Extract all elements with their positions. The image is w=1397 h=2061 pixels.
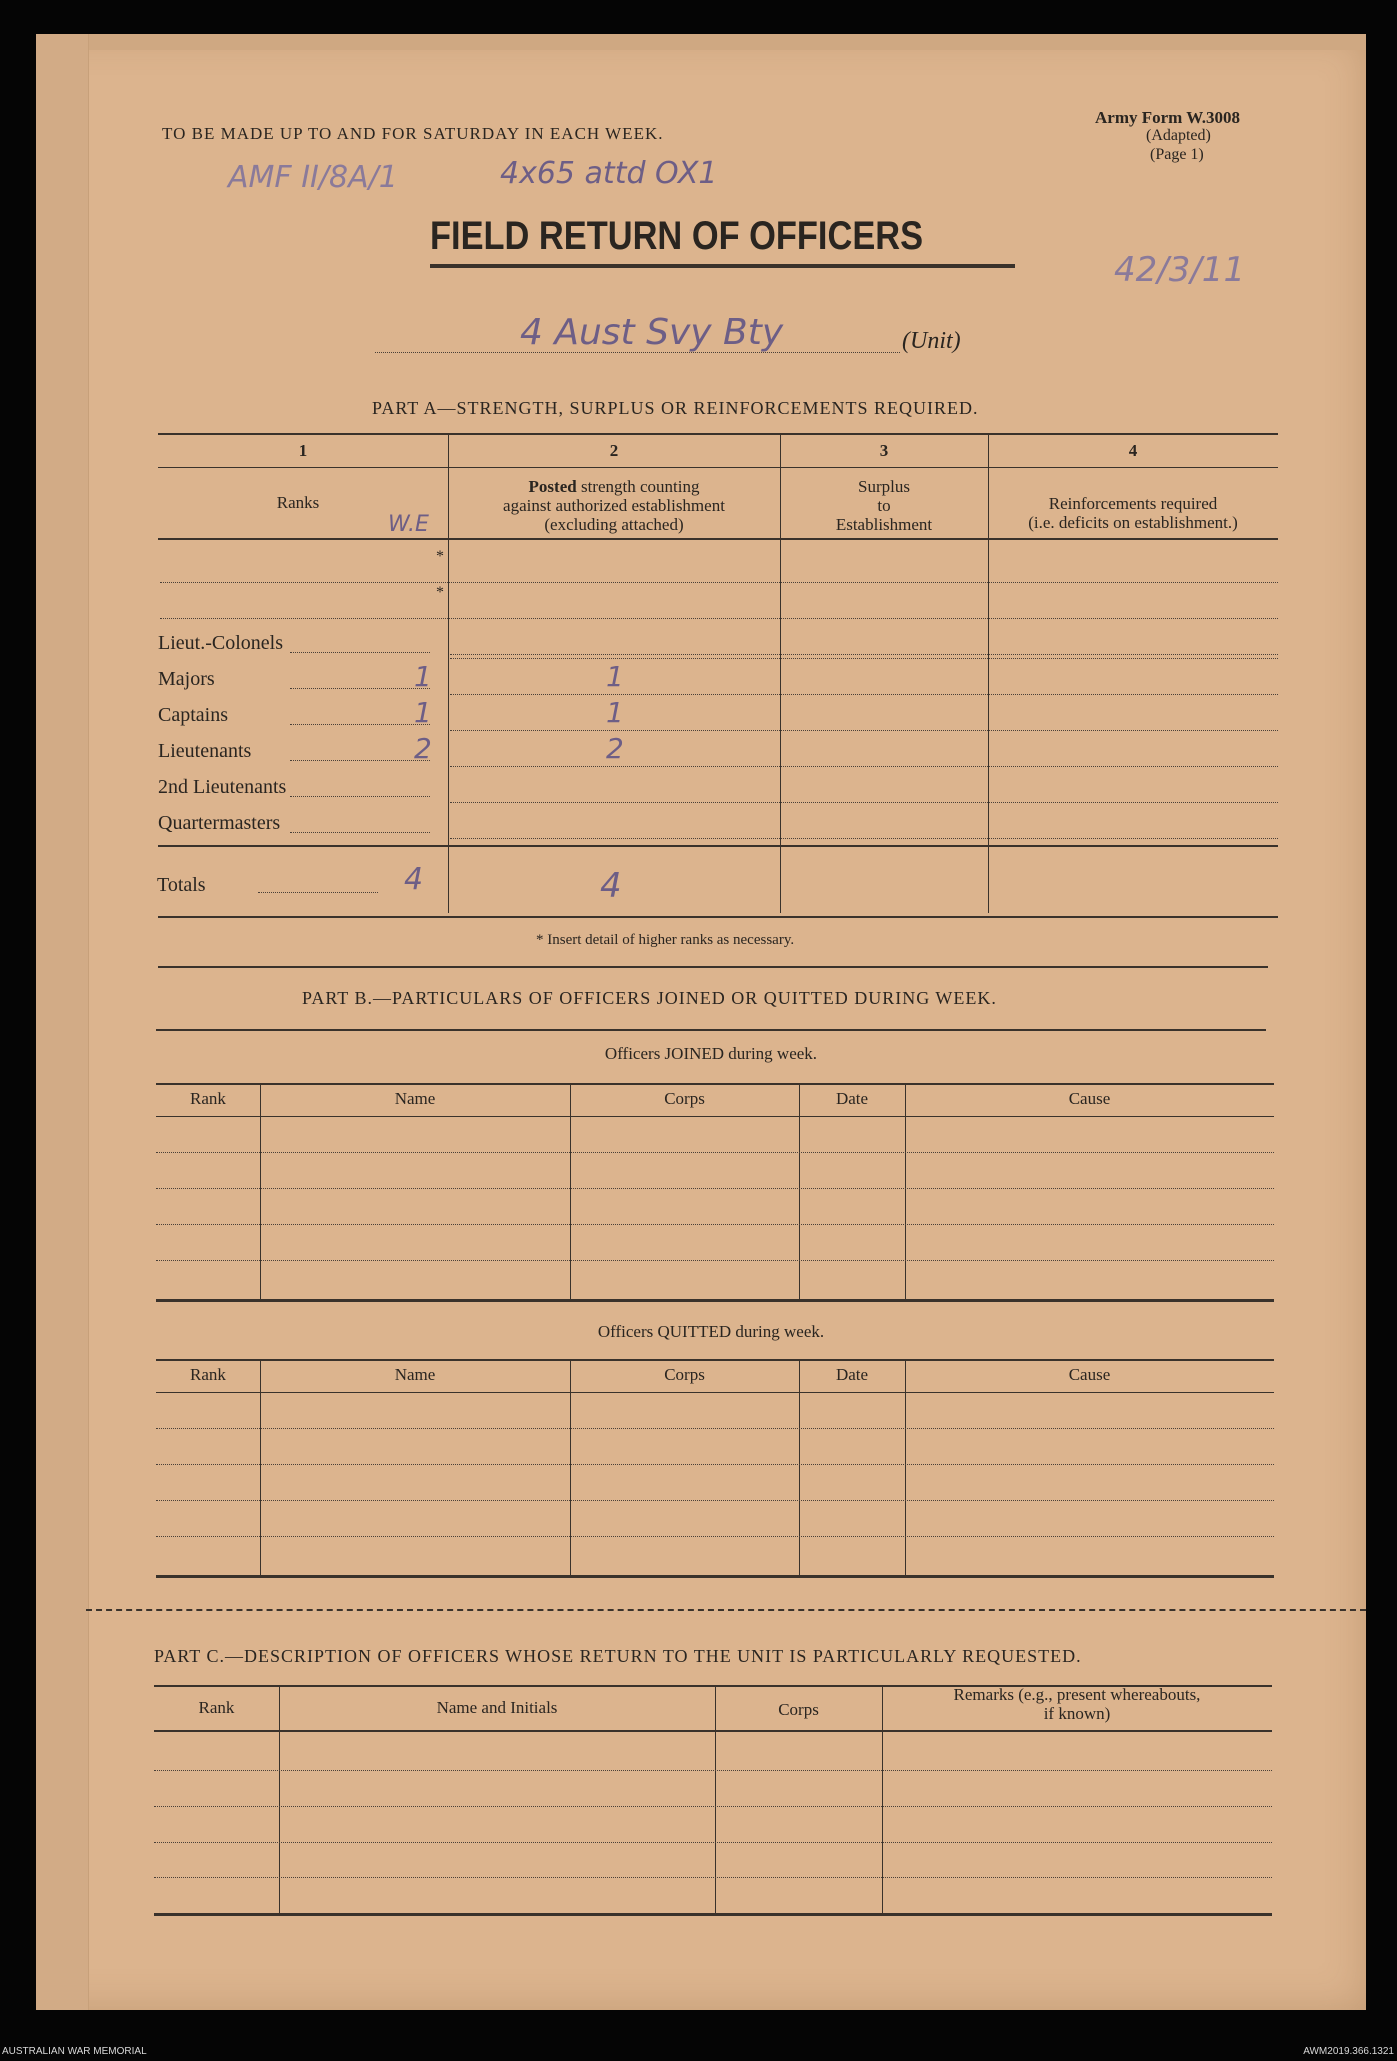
part-c-row xyxy=(154,1842,1272,1843)
asterisk-1: * xyxy=(436,548,444,565)
footer-accession: AWM2019.366.1321 xyxy=(1303,2046,1394,2057)
footer-institution: AUSTRALIAN WAR MEMORIAL xyxy=(2,2046,147,2057)
joined-row xyxy=(156,1152,1274,1153)
posted-rest: strength counting xyxy=(576,477,700,496)
quitted-bottom-rule xyxy=(156,1575,1274,1578)
rank-posted-value: 1 xyxy=(606,660,624,693)
quitted-col-header: Cause xyxy=(1068,1365,1111,1384)
rank-leader-dots xyxy=(290,652,430,653)
part-b-title-rule xyxy=(156,1029,1266,1031)
rank-posted-value: 1 xyxy=(606,696,624,729)
quitted-col-divider xyxy=(799,1359,800,1577)
joined-col-divider xyxy=(260,1083,261,1301)
form-adapted: (Adapted) xyxy=(1146,127,1211,144)
part-c-header-rule xyxy=(154,1730,1272,1732)
surplus-header xyxy=(780,477,988,534)
perforation-line xyxy=(86,1609,1366,1611)
joined-title: Officers JOINED during week. xyxy=(604,1044,818,1063)
quitted-col-divider xyxy=(260,1359,261,1577)
joined-row xyxy=(156,1260,1274,1261)
rank-establishment-value: 1 xyxy=(414,660,432,693)
handwritten-we: W.E xyxy=(388,512,429,537)
part-a-title: PART A—STRENGTH, SURPLUS OR REINFORCEMENTS REQUIRED. xyxy=(372,398,979,418)
col-number-3: 3 xyxy=(879,441,889,460)
rank-row-dotted xyxy=(450,802,1278,803)
surplus-line1: Surplus xyxy=(858,477,910,496)
remarks-line1: Remarks (e.g., present whereabouts, xyxy=(953,1685,1201,1704)
rank-leader-dots xyxy=(290,688,430,689)
quitted-header-rule xyxy=(156,1392,1274,1393)
row-dotted xyxy=(160,582,1278,583)
rank-row-dotted xyxy=(450,730,1278,731)
remarks-line2: if known) xyxy=(1043,1704,1111,1723)
ranks-header: Ranks xyxy=(276,493,320,512)
rank-row-dotted xyxy=(450,658,1278,659)
reinforcements-header xyxy=(988,494,1278,532)
part-a-bottom-rule xyxy=(158,916,1278,918)
part-a-colnum-rule xyxy=(158,467,1278,468)
part-c-name-header: Name and Initials xyxy=(436,1698,558,1717)
title-underline xyxy=(430,264,1015,268)
part-c-corps-header: Corps xyxy=(778,1700,819,1719)
part-c-remarks-header xyxy=(882,1685,1272,1723)
joined-row xyxy=(156,1224,1274,1225)
posted-line3: (excluding attached) xyxy=(544,515,684,534)
col-number-1: 1 xyxy=(298,441,308,460)
surplus-line2: to xyxy=(877,496,891,515)
rank-label: Quartermasters xyxy=(158,812,281,834)
reinf-line2: (i.e. deficits on establishment.) xyxy=(1028,513,1238,532)
handwritten-ref: AMF II/8A/1 xyxy=(228,160,398,195)
quitted-col-header: Rank xyxy=(190,1365,226,1384)
quitted-col-header: Corps xyxy=(664,1365,705,1384)
quitted-col-divider xyxy=(905,1359,906,1577)
rank-establishment-value: 2 xyxy=(414,732,432,765)
handwritten-unit: 4 Aust Svy Bty xyxy=(520,312,784,353)
rank-leader-dots xyxy=(290,724,430,725)
rank-row-dotted xyxy=(450,766,1278,767)
totals-leader xyxy=(258,892,378,893)
totals-posted: 4 xyxy=(600,866,622,906)
handwritten-ref-2: 4x65 attd OX1 xyxy=(500,156,718,191)
row-dotted xyxy=(450,654,1278,655)
rank-leader-dots xyxy=(290,796,430,797)
joined-col-header: Cause xyxy=(1068,1089,1111,1108)
quitted-title: Officers QUITTED during week. xyxy=(597,1322,825,1341)
handwritten-file-number: 42/3/11 xyxy=(1114,250,1246,290)
part-a-top-rule xyxy=(158,433,1278,435)
rank-row-dotted xyxy=(450,694,1278,695)
quitted-row xyxy=(156,1536,1274,1537)
quitted-col-header: Name xyxy=(394,1365,436,1384)
rank-label: Lieutenants xyxy=(158,740,252,762)
joined-bottom-rule xyxy=(156,1299,1274,1302)
joined-top-rule xyxy=(156,1083,1274,1085)
posted-bold: Posted xyxy=(528,477,577,496)
joined-header-rule xyxy=(156,1116,1274,1117)
part-c-row xyxy=(154,1877,1272,1878)
unit-label: (Unit) xyxy=(902,328,961,354)
part-c-title: PART C.—DESCRIPTION OF OFFICERS WHOSE RETURN TO THE UNIT IS PARTICULARLY REQUESTED. xyxy=(154,1646,1082,1666)
quitted-col-divider xyxy=(570,1359,571,1577)
part-a-header-rule xyxy=(158,538,1278,540)
part-b-top-rule xyxy=(158,966,1268,968)
rank-label: 2nd Lieutenants xyxy=(158,776,287,798)
part-c-col-divider xyxy=(279,1685,280,1913)
joined-col-divider xyxy=(905,1083,906,1301)
joined-col-header: Rank xyxy=(190,1089,226,1108)
asterisk-2: * xyxy=(436,584,444,601)
totals-label: Totals xyxy=(157,874,206,896)
quitted-col-header: Date xyxy=(835,1365,869,1384)
rank-row-dotted xyxy=(450,838,1278,839)
rank-establishment-value: 1 xyxy=(414,696,432,729)
rank-leader-dots xyxy=(290,760,430,761)
quitted-row xyxy=(156,1500,1274,1501)
part-a-footnote: * Insert detail of higher ranks as necessary. xyxy=(536,932,795,948)
col-number-4: 4 xyxy=(1128,441,1138,460)
instruction-text: TO BE MADE UP TO AND FOR SATURDAY IN EACH WEEK. xyxy=(162,124,664,143)
rank-label: Majors xyxy=(158,668,215,690)
ranks-bottom-rule xyxy=(158,845,1278,847)
quitted-row xyxy=(156,1428,1274,1429)
joined-col-divider xyxy=(799,1083,800,1301)
joined-row xyxy=(156,1188,1274,1189)
rank-leader-dots xyxy=(290,832,430,833)
form-number: Army Form W.3008 xyxy=(1095,108,1240,127)
part-c-row xyxy=(154,1770,1272,1771)
surplus-line3: Establishment xyxy=(835,515,933,534)
top-edge xyxy=(36,34,1366,50)
posted-header xyxy=(448,477,780,534)
col-number-2: 2 xyxy=(609,441,619,460)
part-c-row xyxy=(154,1806,1272,1807)
quitted-row xyxy=(156,1464,1274,1465)
totals-establishment: 4 xyxy=(404,862,424,897)
part-c-rank-header: Rank xyxy=(198,1698,235,1717)
posted-line2: against authorized establishment xyxy=(503,496,725,515)
form-title: FIELD RETURN OF OFFICERS xyxy=(430,214,924,258)
joined-col-divider xyxy=(570,1083,571,1301)
rank-posted-value: 2 xyxy=(606,732,624,765)
rank-label: Captains xyxy=(158,704,228,726)
joined-col-header: Name xyxy=(394,1089,436,1108)
row-dotted xyxy=(160,618,1278,619)
left-binding-strip xyxy=(36,34,89,2010)
rank-label: Lieut.-Colonels xyxy=(158,632,283,654)
quitted-top-rule xyxy=(156,1359,1274,1361)
part-c-bottom-rule xyxy=(154,1913,1272,1916)
form-page: (Page 1) xyxy=(1150,146,1204,163)
joined-col-header: Date xyxy=(835,1089,869,1108)
joined-col-header: Corps xyxy=(664,1089,705,1108)
part-c-col-divider xyxy=(715,1685,716,1913)
part-b-title: PART B.—PARTICULARS OF OFFICERS JOINED OR QUITTED DURING WEEK. xyxy=(302,988,997,1008)
reinf-line1: Reinforcements required xyxy=(1048,494,1218,513)
